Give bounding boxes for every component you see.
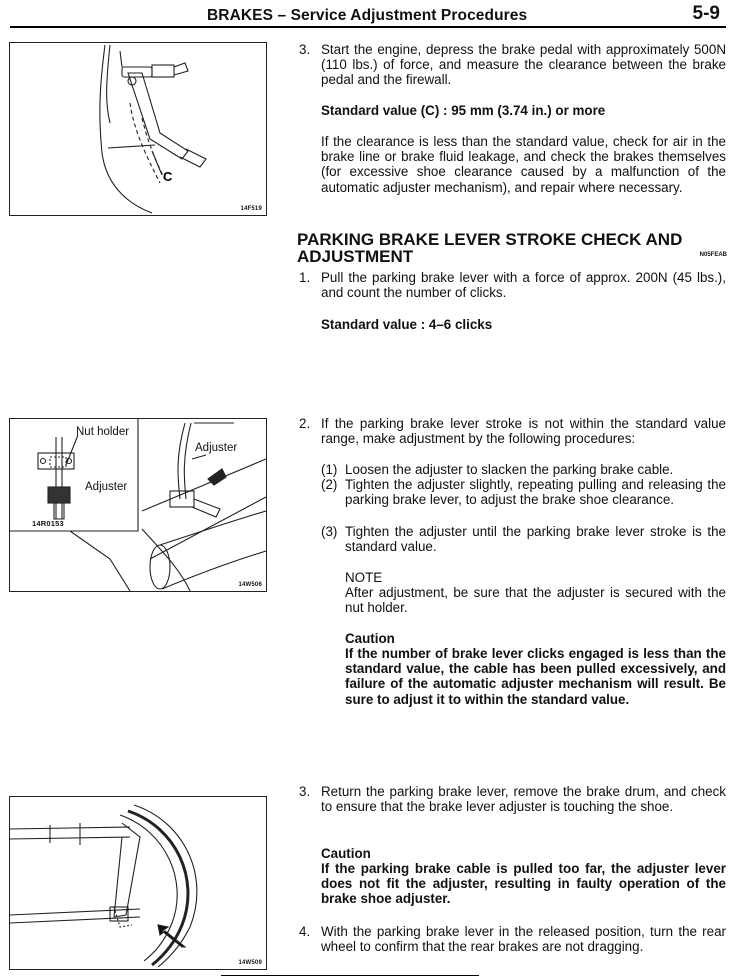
sub-step-text: Tighten the adjuster slightly, repeating pulling and releasing the parking brake lever, to adjust the brake shoe clearance. <box>345 477 726 508</box>
brake-pedal-illustration <box>10 43 266 215</box>
step-number: 4. <box>299 924 311 939</box>
section-title-text: PARKING BRAKE LEVER STROKE CHECK AND ADJUSTMENT <box>297 230 683 266</box>
sub-step-number: (1) <box>321 462 338 477</box>
caution-text: If the number of brake lever clicks engaged is less than the standard value, the cable has been pulled excessively, and failure of the automatic adjuster mechanism will result. Be sure to adjust it to within the standard value. <box>345 646 726 707</box>
step-text: Start the engine, depress the brake pedal with approximately 500N (110 lbs.) of force, and measure the clearance between the brake pedal and the firewall. <box>321 42 726 88</box>
sub-step-number: (2) <box>321 477 338 492</box>
inset-figure-id: 14R0153 <box>32 519 64 528</box>
step-number: 2. <box>299 416 311 431</box>
clearance-note: If the clearance is less than the standard value, check for air in the brake line or brake fluid leakage, and check the brakes themselves (for excessive shoe clearance caused by a malfunction of the automatic adjuster mechanism), and repair where necessary. <box>321 134 726 195</box>
brake-shoe-illustration <box>10 797 266 969</box>
sub-step-number: (3) <box>321 524 338 539</box>
label-adjuster-right: Adjuster <box>195 442 238 454</box>
figure-id: 14W509 <box>238 960 262 966</box>
figure-brake-shoe <box>9 796 267 970</box>
standard-value: Standard value (C) : 95 mm (3.74 in.) or more <box>321 103 606 118</box>
caution-text: If the parking brake cable is pulled too far, the adjuster lever does not fit the adjuster, resulting in faulty operation of the brake shoe adjuster. <box>321 861 726 907</box>
label-nut-holder: Nut holder <box>76 426 130 438</box>
footer-rule <box>221 975 479 976</box>
figure-id: 14F519 <box>240 206 262 212</box>
step-number: 3. <box>299 784 311 799</box>
sub-step-text: Tighten the adjuster until the parking brake lever stroke is the standard value. <box>345 524 726 555</box>
note-title: NOTE <box>345 570 383 585</box>
step-text: Pull the parking brake lever with a force of approx. 200N (45 lbs.), and count the number of clicks. <box>321 270 726 301</box>
figure-brake-pedal <box>9 42 267 216</box>
caution-title: Caution <box>321 846 371 861</box>
label-c: C <box>163 169 173 184</box>
section-title <box>297 231 727 265</box>
note-text: After adjustment, be sure that the adjuster is secured with the nut holder. <box>345 585 726 616</box>
page-header <box>10 0 726 28</box>
step-number: 3. <box>299 42 311 57</box>
sub-step-text: Loosen the adjuster to slacken the parking brake cable. <box>345 462 674 477</box>
caution-title: Caution <box>345 631 395 646</box>
label-adjuster: Adjuster <box>85 481 128 493</box>
step-text: With the parking brake lever in the released position, turn the rear wheel to confirm that the rear brakes are not dragging. <box>321 924 726 955</box>
step-number: 1. <box>299 270 311 285</box>
standard-value: Standard value : 4–6 clicks <box>321 317 493 332</box>
step-text: Return the parking brake lever, remove the brake drum, and check to ensure that the brake lever adjuster is touching the shoe. <box>321 784 726 815</box>
figure-adjuster <box>9 418 267 592</box>
page-number: 5-9 <box>692 3 720 24</box>
section-code: N05FEAB <box>699 252 727 258</box>
header-title: BRAKES – Service Adjustment Procedures <box>207 7 528 24</box>
figure-id: 14W506 <box>238 582 262 588</box>
step-text: If the parking brake lever stroke is not within the standard value range, make adjustment by the following procedures: <box>321 416 726 447</box>
